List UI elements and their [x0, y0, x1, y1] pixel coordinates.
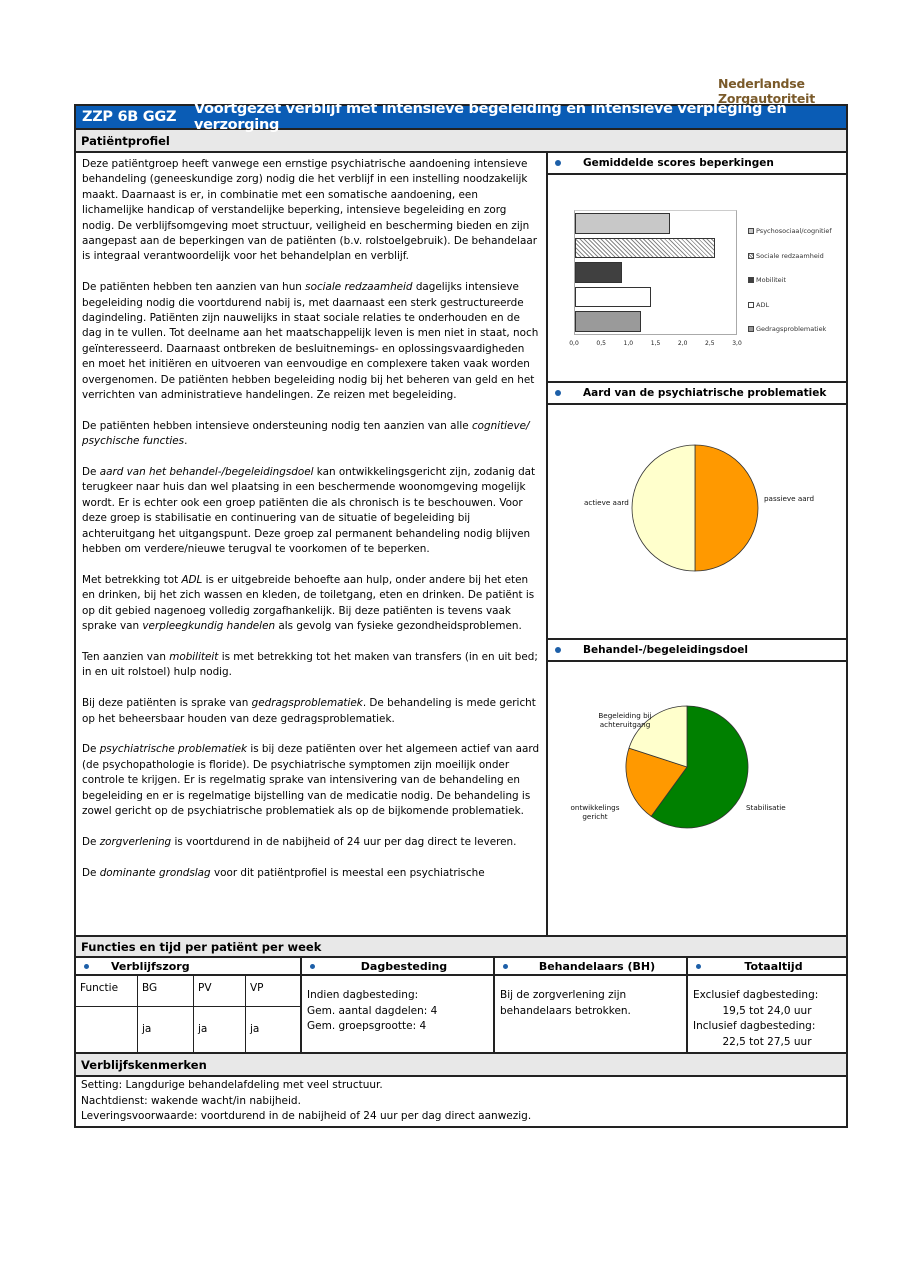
patient-profile-section: [76, 153, 846, 937]
vz-value-pv: ja: [194, 1007, 246, 1052]
bar-chart: [548, 175, 846, 383]
profile-paragraph: De patiënten hebben ten aanzien van hun sociale redzaamheid dagelijks intensieve begeleiding nodig die voortdurend nabij is, met daarnaast een sterk gestructureerde dagindeling. Patiënten zijn nauwelijks in staat sociale relaties te onderhouden en de dag in te vullen. Tot deelname aan het maatschappelijk leven is men niet in staat, noch geïnteresseerd. Daarnaast ontbreken de besluitnemings- en oplossingsvaardigheden en moet het initiëren en uitvoeren van eenvoudige en complexere taken vaak worden overgenomen. De patiënten hebben begeleiding nodig bij het beheren van geld en het verrichten van administratieve handelingen. Ze reizen met begeleiding.: [82, 281, 539, 402]
pie2-label-achteruitgang: Begeleiding bij achteruitgang: [598, 711, 652, 729]
zzp-code: ZZP 6B GGZ: [82, 109, 177, 125]
profile-paragraph: De psychiatrische problematiek is bij deze patiënten over het algemeen actief van aard (de psychopathologie is floride). De psychiatrische symptomen zijn moeilijk onder controle te krijgen. Er is regelmatig sprake van intensivering van de behandeling en begeleiding en er is regelmatige bijstelling van de medicatie nodig. De behandeling is zowel gericht op de psychiatrische problematiek als op de bijkomende problematiek.: [82, 743, 540, 817]
bar-chart-title: Gemiddelde scores beperkingen: [583, 157, 774, 169]
behandelaars-heading: Behandelaars (BH): [495, 958, 686, 976]
x-tick-label: 3,0: [732, 340, 742, 347]
verblijfszorg-column: [76, 958, 302, 1052]
patient-profile-text: [76, 153, 548, 935]
dagbesteding-heading: Dagbesteding: [302, 958, 493, 976]
pie-slice: [632, 445, 695, 571]
functions-heading: Functies en tijd per patiënt per week: [76, 937, 846, 958]
bar-4: [575, 311, 641, 332]
charts-column: [548, 153, 846, 935]
pie-chart-doel: [548, 662, 846, 930]
dagbesteding-line: Gem. groepsgrootte: 4: [307, 1020, 427, 1032]
legend-item: Mobiliteit: [748, 268, 832, 293]
profile-paragraph: Bij deze patiënten is sprake van gedragsproblematiek. De behandeling is mede gericht op het beheersbaar houden van deze gedragsproblematiek.: [82, 697, 536, 725]
kenmerken-line: Setting: Langdurige behandelafdeling met veel structuur.: [81, 1079, 383, 1091]
organization-logo-text: Nederlandse Zorgautoriteit: [718, 76, 816, 106]
bar-3: [575, 287, 651, 308]
profile-paragraph: De dominante grondslag voor dit patiëntprofiel is meestal een psychiatrische: [82, 866, 485, 879]
title-bar: [76, 101, 846, 133]
pie1-heading: [548, 383, 846, 405]
verblijfszorg-heading: Verblijfszorg: [76, 958, 300, 976]
behandelaars-line: behandelaars betrokken.: [500, 1004, 631, 1017]
bar-2: [575, 262, 622, 283]
legend-swatch-icon: [748, 277, 754, 283]
behandelaars-line: Bij de zorgverlening zijn: [500, 989, 627, 1001]
profile-paragraph: De aard van het behandel-/begeleidingsdoel kan ontwikkelingsgericht zijn, zodanig dat terugkeer naar huis dan wel plaatsing in een beschermende woonomgeving mogelijk wordt. Er is echter ook een groep patiënten die als chronisch is te beschouwen. Voor deze groep is stabilisatie en continuering van de situatie of begeleiding bij achteruitgang het uitgangspunt. Deze groep zal permanent behandeling nodig blijven hebben om verdere/nieuwe terugval te voorkomen of te beperken.: [82, 466, 536, 556]
legend-item: Sociale redzaamheid: [748, 244, 832, 269]
x-tick-label: 0,5: [596, 340, 606, 347]
dagbesteding-line: Indien dagbesteding:: [307, 989, 419, 1001]
totaaltijd-line: 19,5 tot 24,0 uur: [722, 1004, 812, 1017]
zzp-title: Voortgezet verblijf met intensieve begeleiding en intensieve verpleging en verzorging: [194, 101, 787, 133]
behandelaars-body: [495, 976, 686, 1052]
totaaltijd-line: 22,5 tot 27,5 uur: [722, 1035, 812, 1048]
zzp-sheet: [74, 101, 848, 1128]
patient-profile-heading: Patiëntprofiel: [76, 130, 846, 153]
dagbesteding-column: [302, 958, 495, 1052]
bullet-icon: [555, 160, 561, 166]
bar-chart-heading: [548, 153, 846, 175]
x-tick-label: 0,0: [569, 340, 579, 347]
totaaltijd-line: Exclusief dagbesteding:: [693, 989, 819, 1001]
pie1-svg: [548, 405, 848, 640]
profile-paragraph: De zorgverlening is voortdurend in de nabijheid of 24 uur per dag direct te leveren.: [82, 835, 517, 848]
totaaltijd-line: Inclusief dagbesteding:: [693, 1020, 816, 1032]
legend-swatch-icon: [748, 326, 754, 332]
x-tick-label: 2,5: [705, 340, 715, 347]
dagbesteding-line: Gem. aantal dagdelen: 4: [307, 1004, 438, 1017]
kenmerken-line: Nachtdienst: wakende wacht/in nabijheid.: [81, 1094, 301, 1107]
legend-swatch-icon: [748, 253, 754, 259]
kenmerken-line: Leveringsvoorwaarde: voortdurend in de nabijheid of 24 uur per dag direct aanwezig.: [81, 1110, 532, 1122]
pie2-title: Behandel-/begeleidingsdoel: [583, 644, 748, 656]
profile-paragraph: Deze patiëntgroep heeft vanwege een ernstige psychiatrische aandoening intensieve behandeling (geneeskundige zorg) nodig die het verblijf in een instelling noodzakelijk maakt. Daarnaast is er, in combinatie met een somatische aandoening, een lichamelijke handicap of verstandelijke beperking, intensieve begeleiding en zorg nodig. De verblijfsomgeving moet structuur, veiligheid en bescherming bieden en zijn aangepast aan de beperkingen van de patiënten (b.v. rolstoelgebruik). De behandelaar is integraal verantwoordelijk voor het behandelplan en verblijf.: [82, 158, 537, 263]
pie1-title: Aard van de psychiatrische problematiek: [583, 387, 827, 399]
pie2-label-stabilisatie: Stabilisatie: [746, 803, 786, 812]
pie2-svg: [548, 662, 848, 930]
legend-item: ADL: [748, 293, 832, 318]
x-tick-label: 2,0: [677, 340, 688, 347]
vz-header-functie: Functie: [76, 976, 138, 1007]
bar-plot-area: [574, 210, 737, 335]
vz-header-vp: VP: [246, 976, 300, 1007]
vz-header-pv: PV: [194, 976, 246, 1007]
legend-swatch-icon: [748, 302, 754, 308]
profile-paragraph: De patiënten hebben intensieve ondersteuning nodig ten aanzien van alle cognitieve/ psychische functies.: [82, 419, 530, 448]
vz-value-vp: ja: [250, 1023, 260, 1035]
vz-value-bg: ja: [138, 1007, 194, 1052]
x-tick-label: 1,0: [623, 340, 634, 347]
legend-item: Gedragsproblematiek: [748, 317, 832, 342]
profile-paragraph: Ten aanzien van mobiliteit is met betrekking tot het maken van transfers (in en uit bed; in en uit rolstoel) hulp nodig.: [82, 650, 538, 679]
bullet-icon: [555, 647, 561, 653]
pie1-label-actief: actieve aard: [584, 498, 629, 507]
behandelaars-column: [495, 958, 688, 1052]
pie1-label-passief: passieve aard: [764, 494, 815, 503]
profile-paragraph: Met betrekking tot ADL is er uitgebreide behoefte aan hulp, onder andere bij het eten en drinken, bij het zich wassen en kleden, de toiletgang, eten en drinken. De patiënt is op dit gebied nagenoeg volledig zorgafhankelijk. Bij deze patiënten is tevens vaak sprake van verpleegkundig handelen als gevolg van fysieke gezondheidsproblemen.: [82, 573, 535, 633]
legend-swatch-icon: [748, 228, 754, 234]
vz-header-bg: BG: [138, 976, 194, 1007]
vz-value-functie: [76, 1007, 138, 1052]
bar-legend: [748, 219, 832, 342]
pie2-label-ontwikkeling: ontwikkelings gericht: [570, 803, 620, 821]
bullet-icon: [555, 390, 561, 396]
totaaltijd-heading: Totaaltijd: [688, 958, 846, 976]
verblijfszorg-table: [76, 976, 300, 1052]
pie-slice: [695, 445, 758, 571]
bar-x-axis: [569, 340, 742, 350]
pie2-heading: [548, 640, 846, 662]
dagbesteding-body: [302, 976, 493, 1052]
bar-0: [575, 213, 670, 234]
legend-item: Psychosociaal/cognitief: [748, 219, 832, 244]
x-tick-label: 1,5: [650, 340, 661, 347]
kenmerken-body: [76, 1077, 846, 1126]
functions-grid: [76, 958, 846, 1054]
bar-1: [575, 238, 715, 259]
kenmerken-heading: Verblijfskenmerken: [76, 1054, 846, 1077]
totaaltijd-column: [688, 958, 846, 1052]
pie-chart-aard: [548, 405, 846, 640]
totaaltijd-body: [688, 976, 846, 1052]
